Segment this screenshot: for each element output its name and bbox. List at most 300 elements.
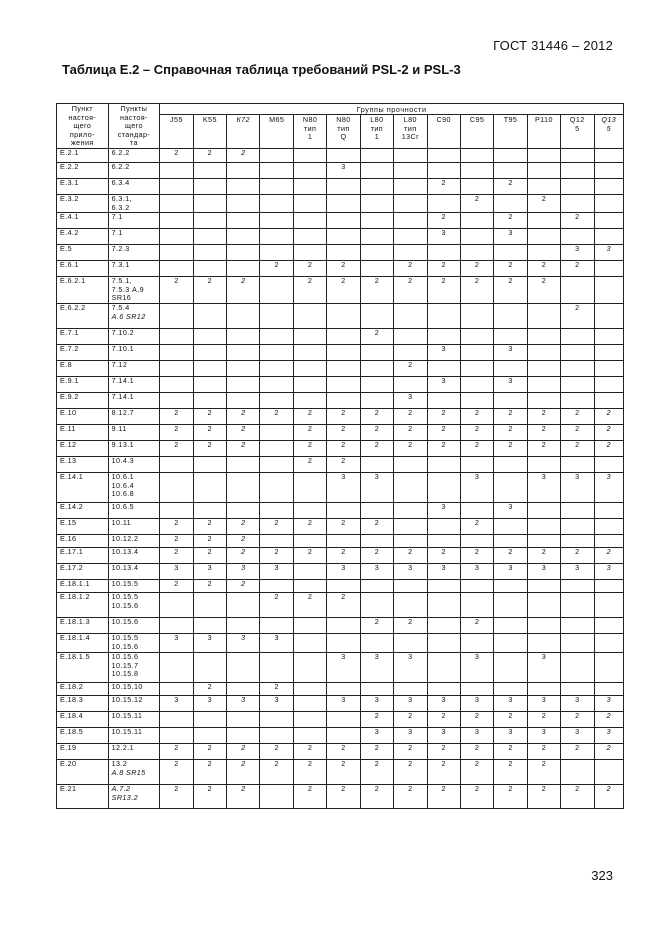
requirement-value-cell: 2 <box>193 547 226 563</box>
requirement-value-cell <box>394 344 427 360</box>
requirement-value-cell <box>160 344 193 360</box>
requirement-value-cell <box>227 392 260 408</box>
table-row <box>57 518 624 534</box>
requirement-value-cell <box>460 376 493 392</box>
requirement-value-cell: 2 <box>227 784 260 808</box>
requirement-value-cell <box>394 502 427 518</box>
requirement-value-cell: 3 <box>360 695 393 711</box>
requirement-value-cell <box>193 376 226 392</box>
grade-header-line: 13Cr <box>401 132 419 142</box>
requirement-value-cell <box>460 229 493 245</box>
requirement-value-cell <box>427 360 460 376</box>
grade-header-line: Q <box>340 132 347 142</box>
requirement-value-cell <box>160 261 193 277</box>
requirement-value-cell: 2 <box>527 759 560 784</box>
requirement-value-cell: 3 <box>327 652 360 682</box>
requirement-value-cell: 2 <box>327 424 360 440</box>
requirement-value-cell <box>327 534 360 547</box>
requirement-value-cell <box>561 592 594 617</box>
requirement-value-cell: 3 <box>260 563 293 579</box>
requirement-value-cell <box>260 179 293 195</box>
requirement-value-cell <box>427 518 460 534</box>
requirement-value-cell: 2 <box>160 277 193 304</box>
reference-cell <box>108 344 160 360</box>
requirement-value-cell <box>594 213 623 229</box>
requirement-value-cell: 2 <box>561 424 594 440</box>
requirement-value-cell <box>394 149 427 163</box>
requirement-value-cell <box>527 179 560 195</box>
requirement-value-cell <box>227 213 260 229</box>
header-line: Пункты <box>120 104 148 113</box>
section-cell: E.18.1.2 <box>57 592 109 617</box>
requirement-value-cell: 2 <box>327 408 360 424</box>
section-column-header <box>57 104 109 149</box>
requirement-value-cell <box>293 502 326 518</box>
grade-header-line: тип <box>337 123 350 133</box>
requirement-value-cell <box>394 195 427 213</box>
reference-column-header <box>108 104 160 149</box>
grade-header <box>427 115 460 149</box>
requirement-value-cell <box>160 245 193 261</box>
table-row <box>57 440 624 456</box>
requirement-value-cell <box>494 518 527 534</box>
reference-line: 10.15.5 <box>111 579 139 588</box>
table-row <box>57 303 624 328</box>
reference-line: 10.15.11 <box>111 711 143 720</box>
requirement-value-cell <box>160 195 193 213</box>
requirement-value-cell <box>160 652 193 682</box>
section-cell: E.18.1.3 <box>57 617 109 633</box>
table-row <box>57 392 624 408</box>
reference-line: 7.14.1 <box>111 376 135 385</box>
requirement-value-cell: 2 <box>293 424 326 440</box>
grade-header-line: 5 <box>575 123 580 133</box>
requirement-value-cell <box>594 652 623 682</box>
reference-cell <box>108 424 160 440</box>
table-row <box>57 277 624 304</box>
requirement-value-cell <box>160 376 193 392</box>
requirement-value-cell <box>360 592 393 617</box>
requirement-value-cell <box>193 592 226 617</box>
requirement-value-cell: 2 <box>594 743 623 759</box>
requirement-value-cell <box>527 579 560 592</box>
requirement-value-cell <box>427 245 460 261</box>
requirement-value-cell <box>594 759 623 784</box>
grade-header-line: C90 <box>436 115 451 124</box>
requirement-value-cell: 2 <box>394 784 427 808</box>
reference-cell <box>108 440 160 456</box>
requirement-value-cell: 2 <box>594 440 623 456</box>
requirement-value-cell: 3 <box>561 472 594 502</box>
requirement-value-cell: 2 <box>360 547 393 563</box>
section-cell: E.4.1 <box>57 213 109 229</box>
table-row <box>57 195 624 213</box>
requirement-value-cell: 3 <box>193 695 226 711</box>
header-row <box>57 104 624 115</box>
requirement-value-cell: 2 <box>260 518 293 534</box>
section-cell: E.2.2 <box>57 163 109 179</box>
requirement-value-cell <box>227 360 260 376</box>
reference-line: 7.1 <box>111 228 123 238</box>
requirement-value-cell <box>260 229 293 245</box>
grade-header <box>394 115 427 149</box>
requirement-value-cell <box>594 592 623 617</box>
requirement-value-cell: 3 <box>494 502 527 518</box>
requirement-value-cell <box>494 149 527 163</box>
grade-header-line: тип <box>404 123 417 133</box>
requirement-value-cell <box>227 303 260 328</box>
requirement-value-cell <box>293 195 326 213</box>
requirement-value-cell <box>360 179 393 195</box>
requirement-value-cell <box>427 328 460 344</box>
requirement-value-cell: 2 <box>193 759 226 784</box>
requirement-value-cell <box>394 534 427 547</box>
section-cell: E.17.2 <box>57 563 109 579</box>
requirement-value-cell <box>293 213 326 229</box>
requirement-value-cell: 2 <box>327 261 360 277</box>
reference-line: 10.4.3 <box>111 456 135 465</box>
requirement-value-cell: 2 <box>293 408 326 424</box>
requirement-value-cell <box>260 456 293 472</box>
requirement-value-cell <box>227 261 260 277</box>
requirement-value-cell <box>394 682 427 695</box>
requirement-value-cell <box>561 502 594 518</box>
grade-header <box>227 115 260 149</box>
requirement-value-cell <box>527 360 560 376</box>
requirement-value-cell <box>293 579 326 592</box>
requirement-value-cell: 2 <box>293 547 326 563</box>
section-cell: E.11 <box>57 424 109 440</box>
requirement-value-cell <box>360 682 393 695</box>
reference-cell <box>108 534 160 547</box>
requirement-value-cell: 3 <box>527 652 560 682</box>
requirement-value-cell <box>160 392 193 408</box>
grade-header-line: Q12 <box>569 115 585 124</box>
requirement-value-cell: 2 <box>160 547 193 563</box>
table-row <box>57 695 624 711</box>
grade-header <box>193 115 226 149</box>
requirement-value-cell <box>193 392 226 408</box>
requirement-value-cell <box>427 652 460 682</box>
requirement-value-cell <box>160 328 193 344</box>
requirement-value-cell <box>193 727 226 743</box>
requirement-value-cell <box>193 328 226 344</box>
table-row <box>57 245 624 261</box>
requirement-value-cell <box>460 682 493 695</box>
requirement-value-cell: 3 <box>594 695 623 711</box>
requirement-value-cell <box>594 163 623 179</box>
page-number: 323 <box>591 868 613 883</box>
requirement-value-cell: 2 <box>594 424 623 440</box>
requirement-value-cell <box>460 179 493 195</box>
reference-line: 9.11 <box>111 424 127 433</box>
reference-line: 10.15.6 <box>111 641 139 651</box>
requirement-value-cell: 2 <box>527 424 560 440</box>
requirement-value-cell: 2 <box>160 440 193 456</box>
requirement-value-cell <box>527 456 560 472</box>
section-cell: E.20 <box>57 759 109 784</box>
reference-line: 10.6.5 <box>111 502 135 511</box>
requirement-value-cell: 2 <box>527 743 560 759</box>
requirement-value-cell <box>394 328 427 344</box>
requirement-value-cell <box>293 652 326 682</box>
reference-line: 10.6.4 <box>111 480 135 490</box>
requirement-value-cell: 2 <box>394 408 427 424</box>
requirement-value-cell <box>260 424 293 440</box>
requirement-value-cell <box>160 360 193 376</box>
requirement-value-cell: 3 <box>360 563 393 579</box>
requirement-value-cell <box>260 652 293 682</box>
requirement-value-cell <box>561 376 594 392</box>
requirement-value-cell: 2 <box>293 743 326 759</box>
requirement-value-cell <box>160 179 193 195</box>
requirement-value-cell <box>260 376 293 392</box>
reference-cell <box>108 229 160 245</box>
requirement-value-cell: 3 <box>160 695 193 711</box>
grade-header <box>494 115 527 149</box>
requirement-value-cell <box>527 633 560 652</box>
requirement-value-cell <box>160 682 193 695</box>
requirement-value-cell: 3 <box>227 633 260 652</box>
requirement-value-cell: 3 <box>494 344 527 360</box>
requirement-value-cell: 3 <box>460 472 493 502</box>
reference-line: 7.5.1, <box>111 276 133 286</box>
requirement-value-cell: 2 <box>427 743 460 759</box>
requirement-value-cell: 2 <box>494 408 527 424</box>
requirement-value-cell <box>327 502 360 518</box>
requirement-value-cell <box>327 711 360 727</box>
requirement-value-cell <box>360 261 393 277</box>
requirement-value-cell <box>561 652 594 682</box>
reference-line: А.6 SR12 <box>111 311 146 321</box>
reference-cell <box>108 360 160 376</box>
requirement-value-cell <box>527 344 560 360</box>
requirement-value-cell: 3 <box>561 695 594 711</box>
requirement-value-cell <box>561 277 594 304</box>
requirement-value-cell <box>594 303 623 328</box>
standard-designation: ГОСТ 31446 – 2012 <box>493 38 613 53</box>
requirement-value-cell: 2 <box>260 743 293 759</box>
section-cell: E.7.2 <box>57 344 109 360</box>
requirement-value-cell <box>360 245 393 261</box>
requirement-value-cell: 3 <box>427 695 460 711</box>
requirement-value-cell <box>494 328 527 344</box>
requirement-value-cell <box>561 229 594 245</box>
requirement-value-cell: 2 <box>394 617 427 633</box>
requirement-value-cell <box>427 592 460 617</box>
requirement-value-cell: 3 <box>427 563 460 579</box>
requirement-value-cell: 3 <box>494 727 527 743</box>
requirement-value-cell: 2 <box>494 547 527 563</box>
requirement-value-cell <box>260 360 293 376</box>
requirement-value-cell: 2 <box>394 424 427 440</box>
requirement-value-cell <box>193 179 226 195</box>
grade-header-line: 1 <box>374 132 380 142</box>
requirement-value-cell: 2 <box>460 617 493 633</box>
requirement-value-cell <box>561 195 594 213</box>
section-cell: E.21 <box>57 784 109 808</box>
requirement-value-cell: 3 <box>260 695 293 711</box>
grade-header-line: 1 <box>307 132 313 142</box>
reference-cell <box>108 328 160 344</box>
section-cell: E.19 <box>57 743 109 759</box>
section-cell: E.18.4 <box>57 711 109 727</box>
requirement-value-cell <box>327 195 360 213</box>
requirement-value-cell <box>327 213 360 229</box>
requirement-value-cell <box>427 149 460 163</box>
requirement-value-cell <box>327 328 360 344</box>
requirement-value-cell: 2 <box>427 711 460 727</box>
header-line: настоя- <box>120 112 148 122</box>
grade-header-line: C95 <box>469 115 485 124</box>
requirement-value-cell <box>527 518 560 534</box>
requirement-value-cell <box>193 163 226 179</box>
requirement-value-cell: 2 <box>460 277 493 304</box>
requirement-value-cell <box>160 213 193 229</box>
requirement-value-cell: 2 <box>494 213 527 229</box>
requirement-value-cell: 2 <box>227 534 260 547</box>
requirement-value-cell: 2 <box>360 617 393 633</box>
reference-line: 10.15.6 <box>111 600 139 610</box>
requirement-value-cell <box>527 303 560 328</box>
grade-header <box>527 115 560 149</box>
table-row <box>57 547 624 563</box>
requirement-value-cell: 2 <box>527 261 560 277</box>
requirement-value-cell <box>427 617 460 633</box>
requirement-value-cell: 2 <box>527 195 560 213</box>
requirement-value-cell: 2 <box>360 759 393 784</box>
section-cell: E.5 <box>57 245 109 261</box>
table-row <box>57 784 624 808</box>
requirement-value-cell <box>594 456 623 472</box>
table-row <box>57 682 624 695</box>
section-cell: E.8 <box>57 360 109 376</box>
reference-line: 7.3.1 <box>111 260 130 270</box>
requirement-value-cell <box>427 456 460 472</box>
table-row <box>57 261 624 277</box>
requirement-value-cell <box>227 245 260 261</box>
requirement-value-cell: 2 <box>427 179 460 195</box>
reference-cell <box>108 617 160 633</box>
requirement-value-cell: 2 <box>227 277 260 304</box>
reference-line: 6.2.2 <box>111 148 130 157</box>
section-cell: E.6.2.1 <box>57 277 109 304</box>
requirement-value-cell: 2 <box>427 213 460 229</box>
requirement-value-cell <box>293 360 326 376</box>
requirement-value-cell: 3 <box>327 695 360 711</box>
table-row <box>57 424 624 440</box>
requirement-value-cell: 2 <box>460 743 493 759</box>
reference-line: 10.15.6 <box>111 617 139 626</box>
requirement-value-cell <box>360 502 393 518</box>
requirement-value-cell <box>360 303 393 328</box>
reference-cell <box>108 179 160 195</box>
reference-line: 7.14.1 <box>111 392 135 401</box>
table-row <box>57 408 624 424</box>
requirement-value-cell <box>394 303 427 328</box>
requirement-value-cell: 2 <box>227 440 260 456</box>
reference-line: 7.1 <box>111 212 123 222</box>
requirement-value-cell: 3 <box>594 245 623 261</box>
requirements-table <box>56 103 624 809</box>
requirement-value-cell: 2 <box>160 784 193 808</box>
requirement-value-cell: 2 <box>494 784 527 808</box>
requirement-value-cell <box>327 303 360 328</box>
requirement-value-cell <box>160 502 193 518</box>
requirement-value-cell <box>561 579 594 592</box>
requirement-value-cell: 2 <box>360 784 393 808</box>
requirement-value-cell <box>594 328 623 344</box>
requirement-value-cell <box>460 149 493 163</box>
requirement-value-cell: 2 <box>460 518 493 534</box>
reference-line: SR13.2 <box>111 792 138 802</box>
requirement-value-cell <box>394 213 427 229</box>
requirement-value-cell: 2 <box>427 547 460 563</box>
requirement-value-cell <box>494 456 527 472</box>
requirement-value-cell <box>594 392 623 408</box>
requirement-value-cell <box>327 727 360 743</box>
requirement-value-cell <box>160 303 193 328</box>
requirement-value-cell: 3 <box>327 563 360 579</box>
requirement-value-cell <box>193 195 226 213</box>
requirement-value-cell <box>527 229 560 245</box>
requirement-value-cell: 3 <box>527 695 560 711</box>
grade-header <box>160 115 193 149</box>
requirement-value-cell: 2 <box>160 518 193 534</box>
requirement-value-cell: 2 <box>527 784 560 808</box>
requirement-value-cell <box>460 579 493 592</box>
requirement-value-cell <box>160 163 193 179</box>
requirement-value-cell <box>360 579 393 592</box>
requirement-value-cell: 2 <box>360 440 393 456</box>
requirement-value-cell <box>427 163 460 179</box>
requirement-value-cell <box>527 617 560 633</box>
requirement-value-cell: 2 <box>460 408 493 424</box>
grade-header <box>260 115 293 149</box>
header-line: Пункт <box>71 104 93 113</box>
section-cell: E.18.1.4 <box>57 633 109 652</box>
grade-header <box>293 115 326 149</box>
requirement-value-cell <box>561 633 594 652</box>
requirement-value-cell: 2 <box>460 424 493 440</box>
table-row <box>57 376 624 392</box>
header-line: та <box>129 138 138 148</box>
requirement-value-cell: 2 <box>494 179 527 195</box>
requirement-value-cell: 2 <box>193 424 226 440</box>
requirement-value-cell <box>561 179 594 195</box>
requirement-value-cell: 2 <box>527 440 560 456</box>
table-row <box>57 149 624 163</box>
requirement-value-cell: 2 <box>427 440 460 456</box>
requirement-value-cell: 2 <box>227 759 260 784</box>
requirement-value-cell <box>527 149 560 163</box>
requirement-value-cell: 3 <box>394 727 427 743</box>
grade-header <box>360 115 393 149</box>
requirement-value-cell <box>327 617 360 633</box>
requirement-value-cell: 3 <box>427 502 460 518</box>
requirement-value-cell <box>394 579 427 592</box>
requirement-value-cell <box>394 633 427 652</box>
requirement-value-cell <box>427 579 460 592</box>
reference-line: 10.15.5 <box>111 592 139 601</box>
requirement-value-cell <box>494 195 527 213</box>
requirement-value-cell <box>360 149 393 163</box>
reference-cell <box>108 472 160 502</box>
reference-line: 7.5.4 <box>111 303 130 312</box>
requirement-value-cell <box>293 245 326 261</box>
requirement-value-cell: 2 <box>193 743 226 759</box>
table-row <box>57 743 624 759</box>
